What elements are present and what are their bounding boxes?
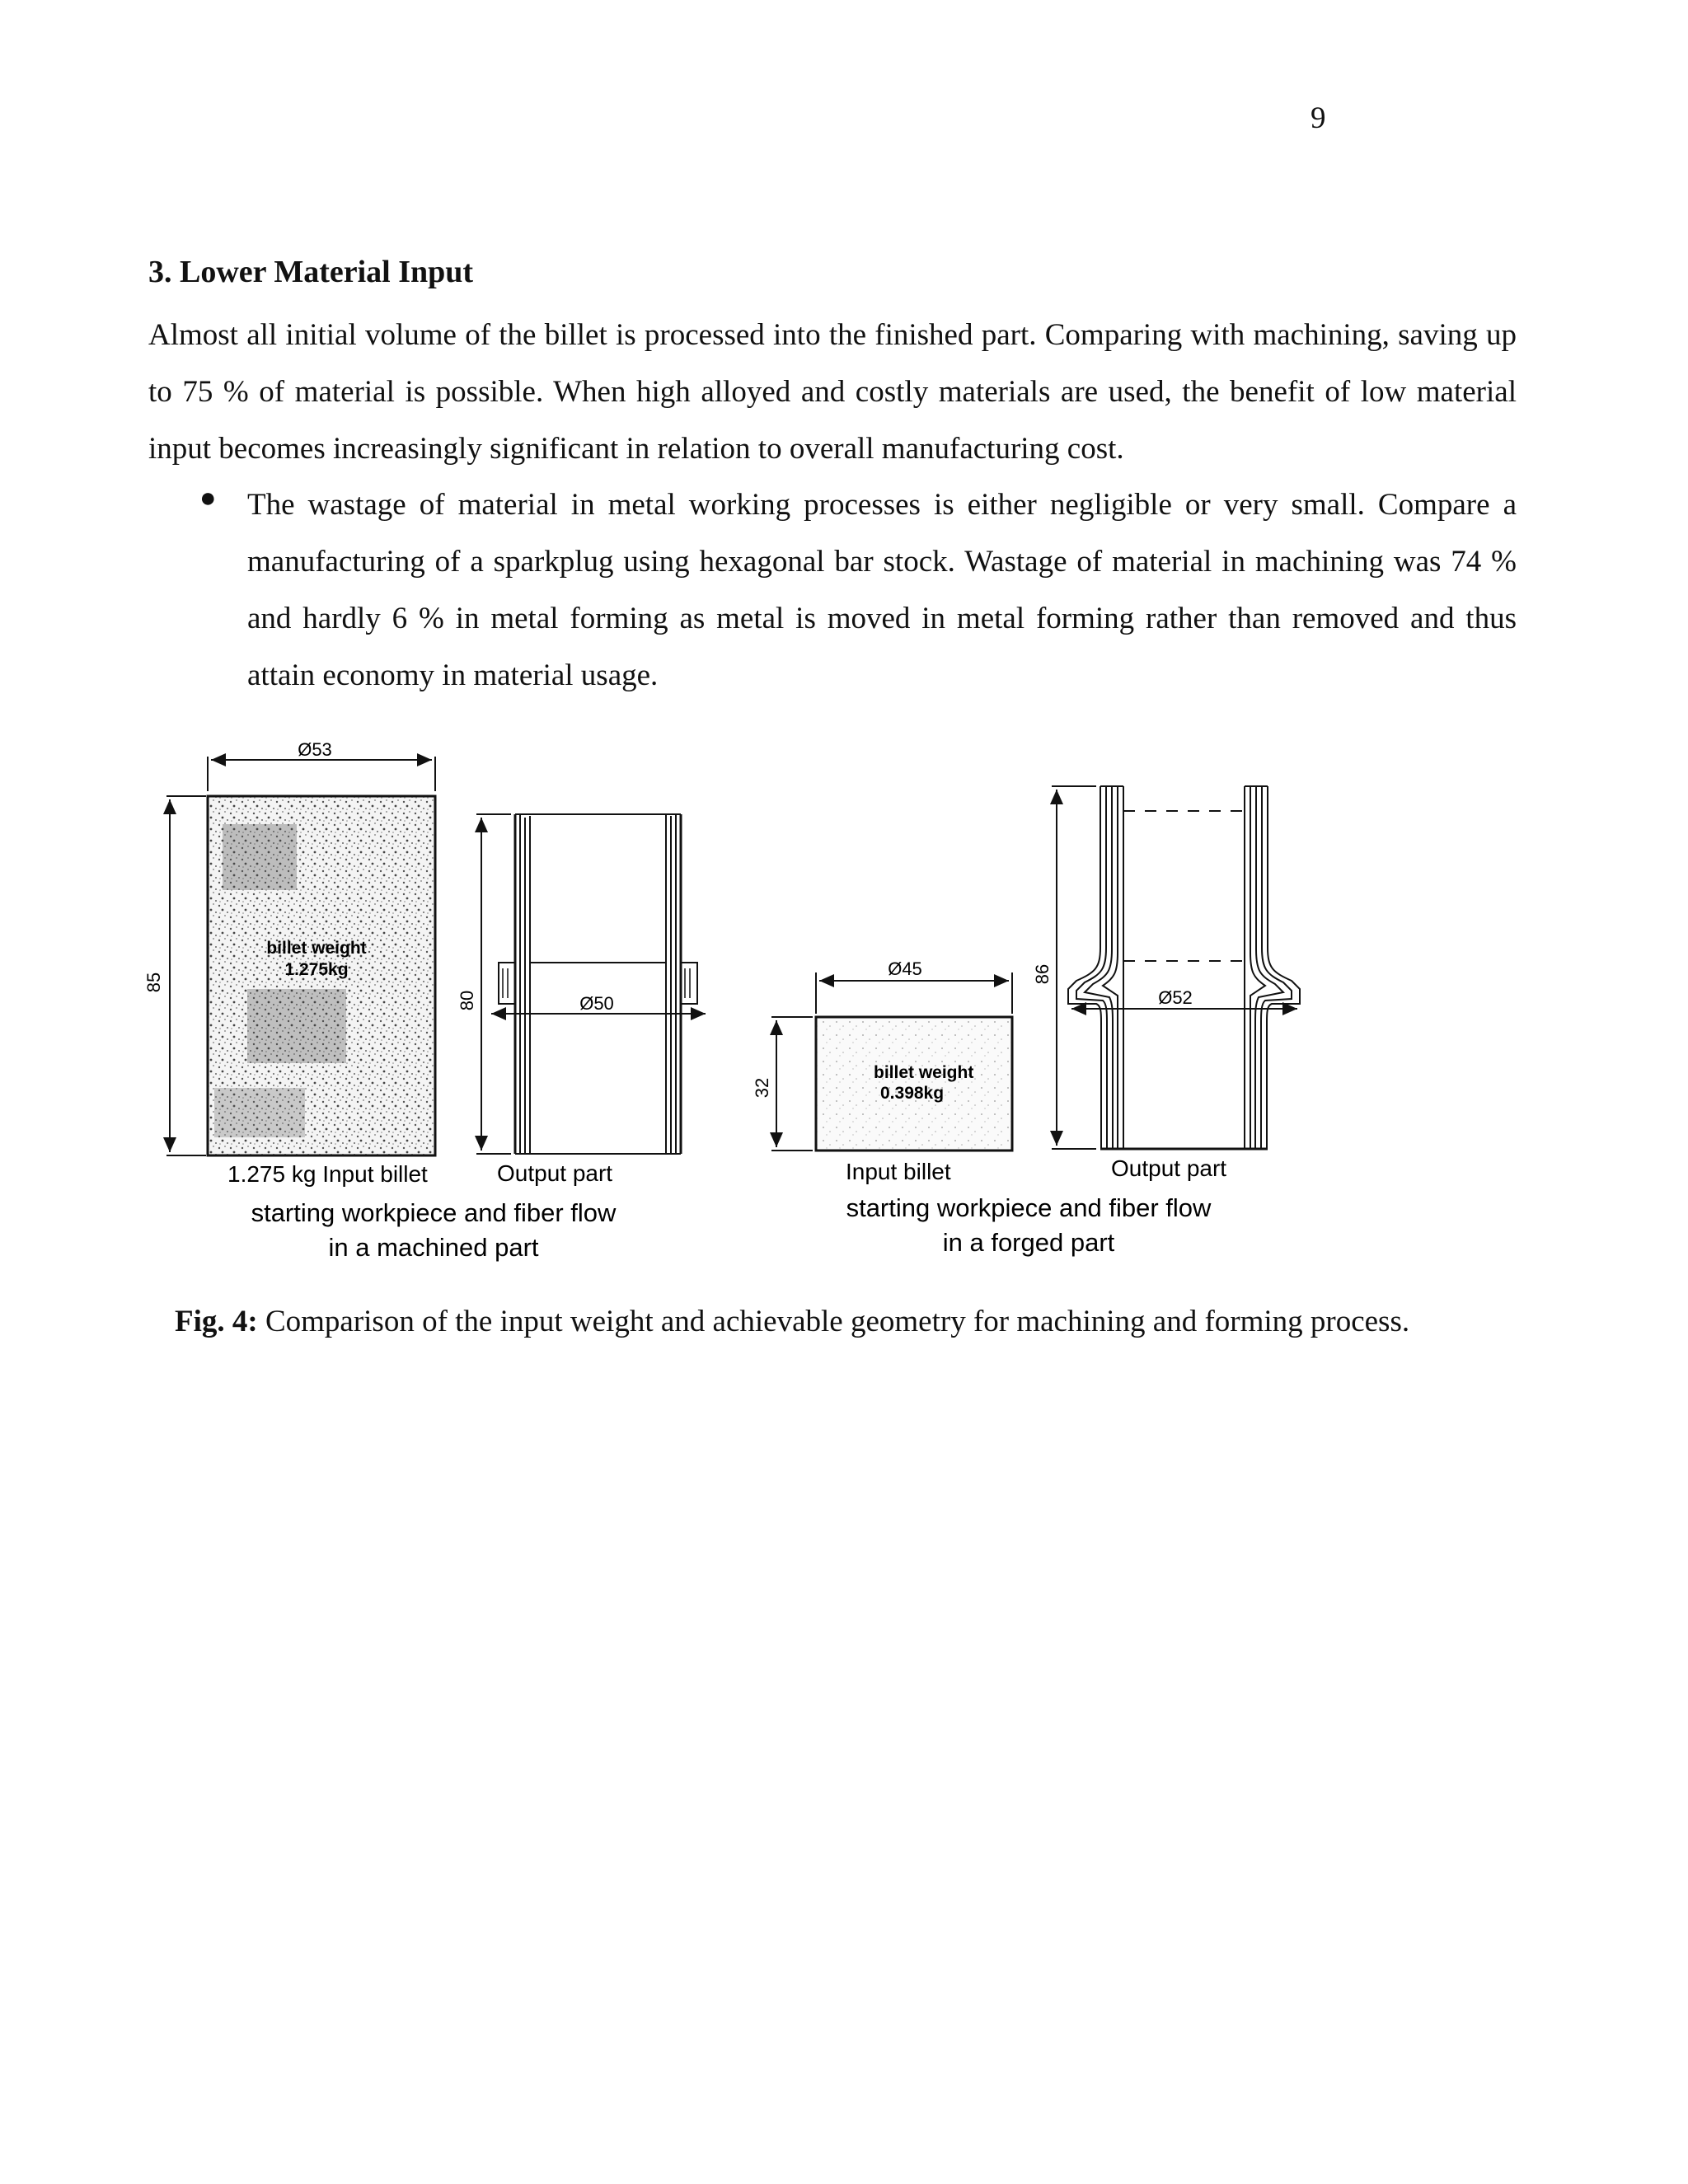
forged-billet-weight-value: 0.398kg	[880, 1084, 945, 1103]
machined-billet-weight-value: 1.275kg	[284, 960, 349, 979]
machined-part-diameter-dim: Ø50	[579, 993, 614, 1014]
forged-output-part	[1068, 786, 1300, 1149]
forged-caption-line2: in a forged part	[942, 1228, 1115, 1257]
body-paragraph: Almost all initial volume of the billet is processed into the finished part. Comparing with machining, saving up to 75 % of material is possible. When high alloyed and costly materials are used, the benefit of low material input becomes increasingly significant in relation to overall manufacturing cost.	[148, 318, 1517, 466]
forged-caption-line1: starting workpiece and fiber flow	[846, 1193, 1212, 1222]
machined-billet-height-dim: 85	[143, 972, 164, 993]
forged-input-label: Input billet	[846, 1159, 951, 1184]
bullet-icon: ●	[199, 483, 217, 513]
forged-part-diameter-dim: Ø52	[1158, 987, 1193, 1008]
machined-caption-line2: in a machined part	[328, 1233, 539, 1262]
machined-part-height-dim: 80	[457, 990, 477, 1011]
page-number: 9	[1311, 101, 1326, 135]
forged-part-height-dim: 86	[1032, 963, 1053, 985]
bullet-item: The wastage of material in metal working processes is either negligible or very small. Compare a manufacturing of a sparkplug using hexagonal bar stock. Wastage of material in machining was 74 % and hardly 6 % in metal forming as metal is moved in metal forming rather than removed and thus attain economy in material usage.	[247, 488, 1517, 692]
figure-caption	[175, 1304, 1576, 1339]
machined-input-label: 1.275 kg Input billet	[227, 1161, 428, 1187]
figure-comparison	[143, 739, 1335, 1269]
machined-billet-weight-label: billet weight	[266, 939, 367, 958]
forged-billet-height-dim: 32	[752, 1077, 772, 1099]
forged-output-label: Output part	[1111, 1155, 1227, 1181]
machined-output-part	[499, 814, 697, 1154]
section-heading: 3. Lower Material Input	[148, 255, 474, 289]
machined-caption-line1: starting workpiece and fiber flow	[251, 1198, 617, 1227]
machined-output-label: Output part	[497, 1160, 613, 1186]
forged-billet-weight-label: billet weight	[874, 1063, 974, 1082]
figure-caption-text: Comparison of the input weight and achievable geometry for machining and forming process.	[265, 1305, 1410, 1338]
machined-billet-width-dim: Ø53	[298, 739, 332, 760]
forged-billet-width-dim: Ø45	[888, 958, 922, 979]
figure-caption-label: Fig. 4:	[175, 1305, 258, 1338]
